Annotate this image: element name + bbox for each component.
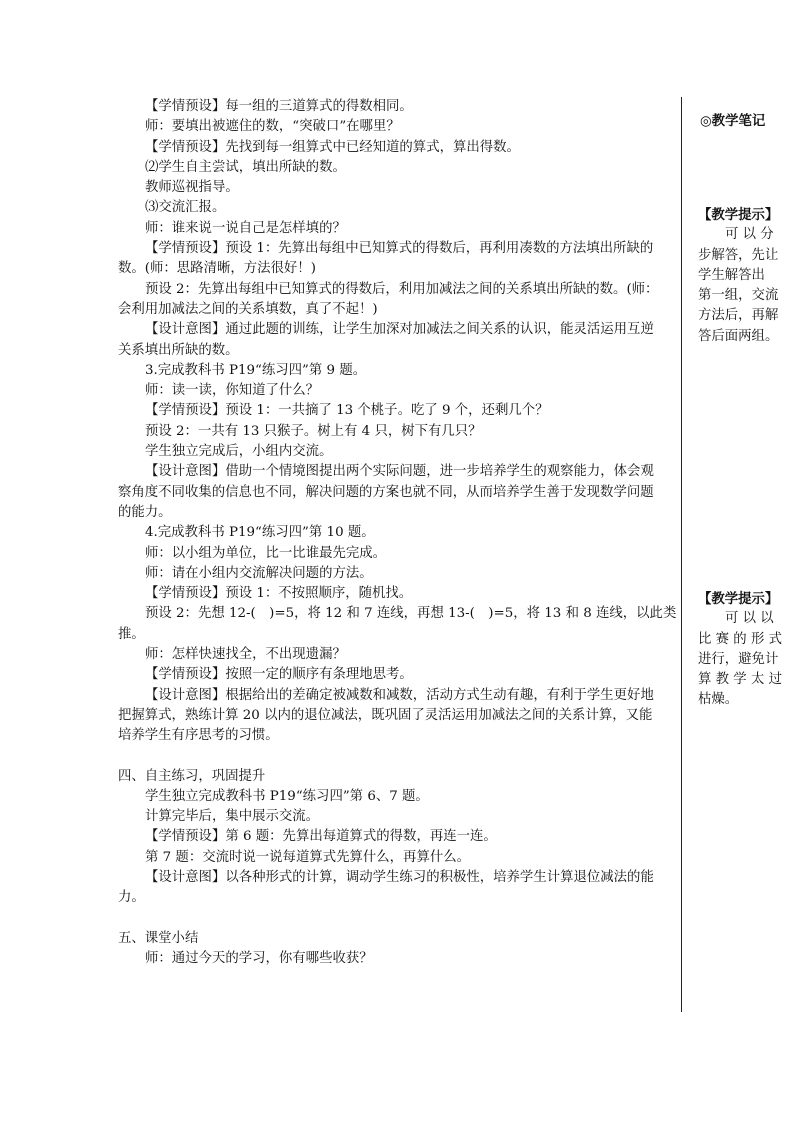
tip-line: 方法后，再解	[698, 308, 779, 324]
text-line: 学生独立完成后，小组内交流。	[145, 444, 333, 460]
tip-line: 答后面两组。	[698, 328, 779, 344]
text-line: 师：要填出被遮住的数，“突破口”在哪里？	[145, 119, 400, 135]
text-line: 预设 2：一共有 13 只猴子。树上有 4 只，树下有几只？	[145, 423, 482, 439]
text-line: 师：读一读，你知道了什么？	[145, 383, 320, 399]
text-line: ⑵学生自主尝试，填出所缺的数。	[145, 159, 346, 175]
blank-line	[118, 747, 678, 767]
text-line: 【学情预设】预设 1：不按照顺序，随机找。	[145, 586, 413, 602]
section-heading: 四、自主练习，巩固提升	[118, 768, 266, 784]
text-line: 【设计意图】借助一个情境图提出两个实际问题，进一步培养学生的观察能力，体会观	[145, 464, 654, 480]
text-line: 师：谁来说一说自己是怎样填的？	[145, 220, 346, 236]
text-line: 教师巡视指导。	[145, 180, 239, 196]
text-line: 预设 2：先算出每组中已知算式的得数后，利用加减法之间的关系填出所缺的数。(师：	[145, 281, 659, 297]
main-content	[118, 97, 678, 969]
text-line: 【学情预设】先找到每一组算式中已经知道的算式，算出得数。	[145, 139, 520, 155]
teaching-notes-title: ◎教学笔记	[700, 113, 766, 129]
text-line: 师：请在小组内交流解决问题的方法。	[145, 565, 373, 581]
text-line: 师：怎样快速找全，不出现遗漏？	[145, 647, 346, 663]
text-line: 察角度不同收集的信息也不同，解决问题的方案也就不同，从而培养学生善于发现数学问题	[118, 484, 654, 500]
section-heading: 五、课堂小结	[118, 930, 199, 946]
teaching-tip-title: 【教学提示】	[698, 591, 779, 607]
text-line: 的能力。	[118, 504, 172, 520]
text-line: 第 7 题：交流时说一说每道算式先算什么，再算什么。	[145, 849, 471, 865]
tip-line: 步解答，先让	[698, 247, 779, 263]
tip-line: 第一组，交流	[698, 288, 779, 304]
tip-line: 比 赛 的 形 式	[698, 631, 782, 647]
text-line: 【设计意图】以各种形式的计算，调动学生练习的积极性，培养学生计算退位减法的能	[145, 869, 654, 885]
blank-line	[118, 909, 678, 929]
column-divider	[681, 97, 682, 1012]
text-line: ⑶交流汇报。	[145, 200, 226, 216]
tip-line: 可 以 以	[725, 611, 774, 627]
text-line: 师：以小组为单位，比一比谁最先完成。	[145, 545, 387, 561]
tip-line: 学生解答出	[698, 267, 765, 283]
text-line: 【学情预设】预设 1：一共摘了 13 个桃子。吃了 9 个，还剩几个？	[145, 403, 549, 419]
teaching-tip-title: 【教学提示】	[698, 207, 779, 223]
text-line: 把握算式，熟练计算 20 以内的退位减法，既巩固了灵活运用加减法之间的关系计算，又能	[118, 707, 653, 723]
text-line: 学生独立完成教科书 P19“练习四”第 6、7 题。	[145, 788, 429, 804]
text-line: 数。(师：思路清晰，方法很好！)	[118, 261, 316, 277]
text-line: 预设 2：先想 12-( )=5，将 12 和 7 连线，再想 13-( )=5，将 13 和 8 连线，以此类	[145, 606, 677, 622]
text-line: 力。	[118, 890, 145, 906]
text-line: 推。	[118, 626, 145, 642]
tip-line: 枯燥。	[698, 692, 739, 708]
tip-line: 可 以 分	[725, 227, 774, 243]
tip-line: 算 教 学 太 过	[698, 672, 782, 688]
text-line: 【设计意图】根据给出的差确定被减数和减数，活动方式生动有趣，有利于学生更好地	[145, 687, 654, 703]
teaching-tip-2	[698, 589, 784, 711]
text-line: 师：通过今天的学习，你有哪些收获？	[145, 950, 373, 966]
tip-line: 进行，避免计	[698, 651, 779, 667]
teaching-tip-1	[698, 205, 784, 347]
text-line: 【学情预设】第 6 题：先算出每道算式的得数，再连一连。	[145, 829, 497, 845]
text-line: 3.完成教科书 P19“练习四”第 9 题。	[145, 362, 367, 378]
text-line: 培养学生有序思考的习惯。	[118, 728, 279, 744]
text-line: 【设计意图】通过此题的训练，让学生加深对加减法之间关系的认识，能灵活运用互逆	[145, 322, 654, 338]
text-line: 4.完成教科书 P19“练习四”第 10 题。	[145, 525, 375, 541]
text-line: 会利用加减法之间的关系填数，真了不起！)	[118, 301, 378, 317]
text-line: 【学情预设】每一组的三道算式的得数相同。	[145, 99, 413, 114]
text-line: 计算完毕后，集中展示交流。	[145, 809, 320, 825]
text-line: 【学情预设】按照一定的顺序有条理地思考。	[145, 667, 413, 683]
text-line: 【学情预设】预设 1：先算出每组中已知算式的得数后，再利用凑数的方法填出所缺的	[145, 241, 654, 257]
text-line: 关系填出所缺的数。	[118, 342, 239, 358]
